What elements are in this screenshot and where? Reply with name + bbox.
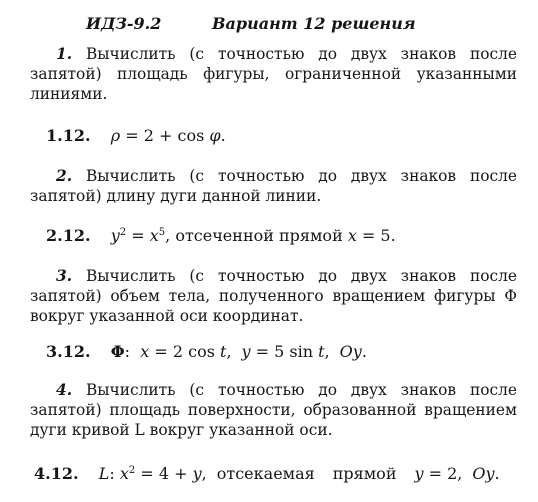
task-1-statement	[30, 44, 517, 104]
variant-title: Вариант 12 решения	[212, 14, 416, 33]
problem-4-number: 4.12.	[34, 464, 79, 483]
task-3-number: 3.	[56, 267, 73, 285]
rho-symbol: ρ	[110, 126, 121, 145]
problem-2-12	[46, 226, 396, 246]
assignment-code: ИДЗ-9.2	[86, 14, 162, 33]
task-4-text: Вычислить (с точностью до двух знаков после запятой) площадь поверхности, образованной вращением дуги кривой L вокруг указанной оси.	[30, 381, 517, 439]
task-3-text: Вычислить (с точностью до двух знаков после запятой) объем тела, полученного вращением фигуры Φ вокруг указанной оси координат.	[30, 267, 517, 325]
problem-1-number: 1.12.	[46, 126, 91, 145]
phi-symbol: φ	[209, 126, 221, 145]
problem-4-formula: L: $x^2 = 4 + y$, отсекаемая прямой y = 2, Oy.	[98, 464, 500, 483]
problem-4-12	[34, 464, 500, 484]
problem-3-12	[46, 342, 367, 362]
document-header	[86, 14, 518, 38]
task-3-statement	[30, 266, 517, 326]
task-1-number: 1.	[56, 45, 73, 63]
task-2-statement	[30, 166, 517, 206]
task-2-number: 2.	[56, 167, 73, 185]
problem-1-12	[46, 126, 226, 146]
task-1-text: Вычислить (с точностью до двух знаков после запятой) площадь фигуры, ограниченной указанными линиями.	[30, 45, 517, 103]
task-4-number: 4.	[56, 381, 73, 399]
problem-2-formula: $y^2 = x^5$, отсеченной прямой x = 5.	[110, 226, 396, 245]
problem-2-number: 2.12.	[46, 226, 91, 245]
problem-3-number: 3.12.	[46, 342, 91, 361]
problem-3-formula: Φ: x = 2 cos t, y = 5 sin t, Oy.	[110, 342, 367, 361]
task-2-text: Вычислить (с точностью до двух знаков после запятой) длину дуги данной линии.	[30, 167, 517, 205]
task-4-statement	[30, 380, 517, 440]
problem-1-formula: ρ = 2 + cos φ.	[110, 126, 226, 145]
